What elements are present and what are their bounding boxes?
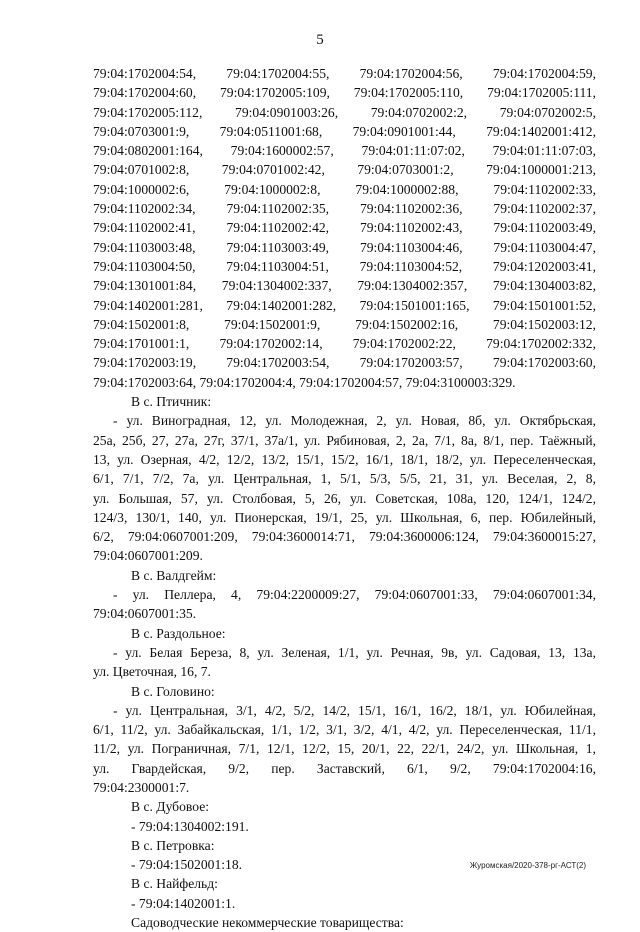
- text-line: 25а, 25б, 27, 27а, 27г, 37/1, 37а/1, ул. Рябиновая, 2, 2а, 7/1, 8а, 8/1, пер. Таёжный,: [93, 432, 596, 448]
- text-line: В с. Найфельд:: [131, 876, 218, 892]
- text-line: - ул. Белая Береза, 8, ул. Зеленая, 1/1, ул. Речная, 9в, ул. Садовая, 13, 13а,: [113, 644, 596, 660]
- text-line: 79:04:1301001:84, 79:04:1304002:337, 79:04:1304002:357, 79:04:1304003:82,: [93, 278, 596, 294]
- text-line: 79:04:1102002:34, 79:04:1102002:35, 79:04:1102002:36, 79:04:1102002:37,: [93, 201, 596, 217]
- text-line: ул. Цветочная, 16, 7.: [93, 664, 211, 680]
- text-line: - 79:04:1502001:18.: [131, 857, 243, 873]
- text-line: В с. Раздольное:: [131, 625, 226, 641]
- text-line: 79:04:1402001:281, 79:04:1402001:282, 79:04:1501001:165, 79:04:1501001:52,: [93, 297, 596, 313]
- text-line: ул. Большая, 57, ул. Столбовая, 5, 26, ул. Советская, 108а, 120, 124/1, 124/2,: [93, 490, 596, 506]
- text-line: ул. Гвардейская, 9/2, пер. Заставский, 6/1, 9/2, 79:04:1702004:16,: [93, 760, 596, 776]
- text-line: 79:04:1701001:1, 79:04:1702002:14, 79:04:1702002:22, 79:04:1702002:332,: [93, 336, 596, 352]
- footer-reference: Журомская/2020-378-рг-АСТ(2): [469, 861, 586, 870]
- text-line: 79:04:1702005:112, 79:04:0901003:26, 79:04:0702002:2, 79:04:0702002:5,: [93, 104, 596, 120]
- text-line: 6/2, 79:04:0607001:209, 79:04:3600014:71, 79:04:3600006:124, 79:04:3600015:27,: [93, 529, 596, 545]
- text-line: 79:04:0607001:209.: [93, 548, 203, 564]
- text-line: 6/1, 7/1, 7/2, 7а, ул. Центральная, 1, 5/1, 5/3, 5/5, 21, 31, ул. Веселая, 2, 8,: [93, 471, 596, 487]
- text-line: 79:04:1000002:6, 79:04:1000002:8, 79:04:1000002:88, 79:04:1102002:33,: [93, 181, 596, 197]
- text-line: В с. Головино:: [131, 683, 215, 699]
- text-line: - ул. Центральная, 3/1, 4/2, 5/2, 14/2, 15/1, 16/1, 16/2, 18/1, ул. Юбилейная,: [113, 702, 596, 718]
- text-line: 79:04:2300001:7.: [93, 779, 190, 795]
- text-line: 79:04:1502001:8, 79:04:1502001:9, 79:04:1502002:16, 79:04:1502003:12,: [93, 316, 596, 332]
- document-body: [93, 64, 596, 932]
- text-line: 79:04:0701002:8, 79:04:0701002:42, 79:04:0703001:2, 79:04:1000001:213,: [93, 162, 596, 178]
- text-line: - 79:04:1402001:1.: [131, 895, 236, 911]
- text-line: 79:04:1103003:48, 79:04:1103003:49, 79:04:1103004:46, 79:04:1103004:47,: [93, 239, 596, 255]
- text-line: Садоводческие некоммерческие товарищества:: [131, 915, 404, 931]
- text-line: 79:04:1102002:41, 79:04:1102002:42, 79:04:1102002:43, 79:04:1102003:49,: [93, 220, 596, 236]
- text-line: В с. Дубовое:: [131, 799, 209, 815]
- text-line: В с. Валдгейм:: [131, 567, 217, 583]
- text-line: - ул. Пеллера, 4, 79:04:2200009:27, 79:04:0607001:33, 79:04:0607001:34,: [113, 587, 596, 603]
- text-line: В с. Птичник:: [131, 394, 212, 410]
- text-line: 79:04:1702003:64, 79:04:1702004:4, 79:04:1702004:57, 79:04:3100003:329.: [93, 374, 516, 390]
- text-line: 79:04:0802001:164, 79:04:1600002:57, 79:04:01:11:07:02, 79:04:01:11:07:03,: [93, 143, 596, 159]
- text-line: 79:04:0607001:35.: [93, 606, 197, 622]
- text-line: - 79:04:1304002:191.: [131, 818, 249, 834]
- text-line: 6/1, 11/2, ул. Забайкальская, 1/1, 1/2, 3/1, 3/2, 4/1, 4/2, ул. Переселенческая, 11/1,: [93, 722, 596, 738]
- text-line: 13, ул. Озерная, 4/2, 12/2, 13/2, 15/1, 15/2, 16/1, 18/1, 18/2, ул. Переселенческая,: [93, 451, 596, 467]
- text-line: 124/3, 130/1, 140, ул. Пионерская, 19/1, 25, ул. Школьная, 6, пер. Юбилейный,: [93, 509, 596, 525]
- text-line: 79:04:1702004:60, 79:04:1702005:109, 79:04:1702005:110, 79:04:1702005:111,: [93, 85, 596, 101]
- text-line: В с. Петровка:: [131, 837, 215, 853]
- text-line: 79:04:1702004:54, 79:04:1702004:55, 79:04:1702004:56, 79:04:1702004:59,: [93, 66, 596, 81]
- text-line: 79:04:0703001:9, 79:04:0511001:68, 79:04:0901001:44, 79:04:1402001:412,: [93, 123, 596, 139]
- page-number: 5: [316, 32, 324, 48]
- text-line: - ул. Виноградная, 12, ул. Молодежная, 2, ул. Новая, 8б, ул. Октябрьская,: [113, 413, 596, 429]
- text-line: 79:04:1103004:50, 79:04:1103004:51, 79:04:1103004:52, 79:04:1202003:41,: [93, 258, 596, 274]
- text-line: 79:04:1702003:19, 79:04:1702003:54, 79:04:1702003:57, 79:04:1702003:60,: [93, 355, 596, 371]
- text-line: 11/2, ул. Пограничная, 7/1, 12/1, 12/2, 15, 20/1, 22, 22/1, 24/2, ул. Школьная, 1,: [93, 741, 596, 757]
